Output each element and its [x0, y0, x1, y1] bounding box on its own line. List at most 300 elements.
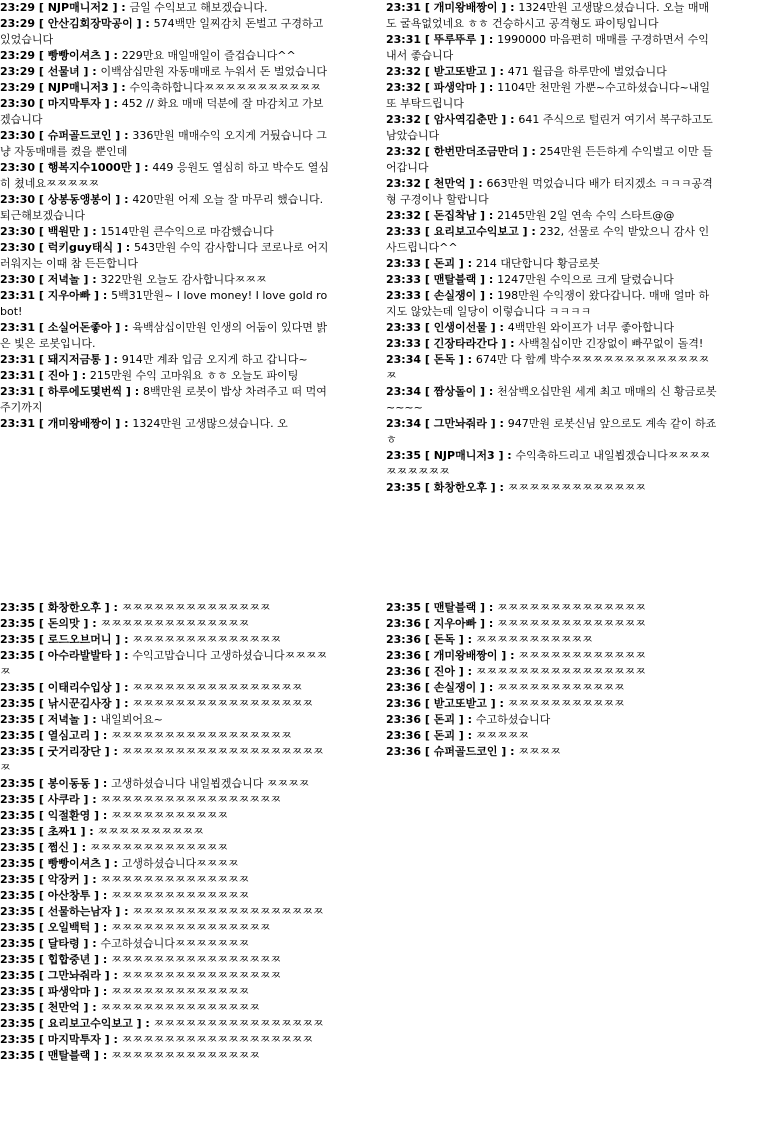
chat-message: [0, 1032, 332, 1048]
message-time: 23:33: [386, 257, 422, 270]
chat-message: [0, 352, 332, 368]
message-username: 로드오브머니: [47, 633, 112, 646]
username-close-bracket: ] :: [111, 633, 133, 646]
username-open-bracket: [: [35, 1, 48, 14]
message-text: 674만 다 함께 박수ㅉㅉㅉㅉㅉㅉㅉㅉㅉㅉㅉㅉㅉㅉ: [386, 353, 710, 382]
message-time: 23:35: [0, 1017, 36, 1030]
username-close-bracket: ] :: [79, 65, 101, 78]
username-open-bracket: [: [421, 1, 434, 14]
chat-message: [0, 48, 332, 64]
username-close-bracket: ] :: [90, 889, 112, 902]
chat-message: [0, 1000, 332, 1016]
message-text: ㅉㅉㅉㅉㅉㅉㅉㅉㅉㅉㅉㅉㅉㅉ: [132, 633, 282, 646]
username-open-bracket: [: [35, 633, 48, 646]
message-text: 이백삼십만원 자동매매로 누워서 돈 벌었습니다: [100, 65, 328, 78]
message-text: ㅉㅉㅉㅉㅉㅉㅉㅉㅉㅉㅉㅉㅉㅉㅉㅉㅉ: [132, 697, 314, 710]
username-open-bracket: [: [35, 953, 48, 966]
chat-message: [0, 712, 332, 728]
message-time: 23:32: [386, 145, 422, 158]
chat-message: [0, 696, 332, 712]
message-username: 아산창투: [47, 889, 91, 902]
message-text: 232, 선물로 수익 받았으니 감사 인사드립니다^^: [386, 225, 710, 254]
message-time: 23:30: [0, 273, 36, 286]
message-text: 8백만원 로봇이 밥상 차려주고 떠 먹여 주기까지: [0, 385, 327, 414]
username-close-bracket: ] :: [122, 385, 144, 398]
message-username: 마지막투자: [47, 1033, 101, 1046]
message-username: 요리보고수익보고: [433, 225, 519, 238]
message-text: 2145만원 2일 연속 수익 스타트@@: [497, 209, 675, 222]
message-time: 23:32: [386, 113, 422, 126]
message-username: 파생악마: [433, 81, 477, 94]
message-username: 안산김회장막공이: [47, 17, 133, 30]
username-open-bracket: [: [35, 273, 48, 286]
message-time: 23:35: [0, 649, 36, 662]
message-time: 23:35: [0, 793, 36, 806]
message-text: 내일뵈어요~: [100, 713, 163, 726]
chat-message: [0, 776, 332, 792]
message-username: 오일백턱: [47, 921, 91, 934]
username-open-bracket: [: [421, 481, 434, 494]
username-close-bracket: ] :: [486, 481, 508, 494]
username-close-bracket: ] :: [476, 81, 498, 94]
username-close-bracket: ] :: [111, 321, 133, 334]
username-open-bracket: [: [421, 665, 434, 678]
message-text: 947만원 로봇신님 앞으로도 계속 같이 하죠ㅎ: [386, 417, 717, 446]
username-open-bracket: [: [35, 985, 48, 998]
message-text: ㅉㅉㅉㅉㅉㅉㅉㅉㅉㅉㅉㅉㅉ: [111, 889, 250, 902]
message-username: 저녁놀: [47, 713, 80, 726]
message-username: 요리보고수익보고: [47, 1017, 133, 1030]
username-close-bracket: ] :: [454, 713, 476, 726]
chat-message: [386, 600, 718, 616]
message-time: 23:32: [386, 209, 422, 222]
username-open-bracket: [: [421, 257, 434, 270]
username-open-bracket: [: [421, 745, 434, 758]
message-username: 하루에도몇번씩: [47, 385, 123, 398]
username-close-bracket: ] :: [79, 713, 101, 726]
username-close-bracket: ] :: [111, 193, 133, 206]
message-time: 23:33: [386, 289, 422, 302]
message-text: ㅉㅉㅉㅉㅉㅉㅉㅉㅉㅉㅉ: [111, 809, 229, 822]
message-username: 맨탈블랙: [47, 1049, 91, 1062]
chat-message: [386, 288, 718, 320]
message-username: 럭키guy태식: [47, 241, 114, 254]
username-close-bracket: ] :: [90, 953, 112, 966]
chat-message: [0, 968, 332, 984]
username-open-bracket: [: [35, 841, 48, 854]
username-close-bracket: ] :: [476, 617, 498, 630]
message-username: 힙합중년: [47, 953, 91, 966]
message-text: 5백31만원~ I love money! I love gold robot!: [0, 289, 328, 318]
username-close-bracket: ] :: [108, 81, 130, 94]
message-username: 백원만: [47, 225, 80, 238]
username-open-bracket: [: [421, 177, 434, 190]
username-close-bracket: ] :: [486, 417, 508, 430]
username-close-bracket: ] :: [79, 1001, 101, 1014]
username-close-bracket: ] :: [486, 697, 508, 710]
message-username: 상봉동앵봉이: [47, 193, 112, 206]
message-username: 암사역김춘만: [433, 113, 498, 126]
username-open-bracket: [: [35, 353, 48, 366]
username-close-bracket: ] :: [90, 777, 112, 790]
username-open-bracket: [: [421, 209, 434, 222]
username-open-bracket: [: [35, 129, 48, 142]
message-text: ㅉㅉㅉㅉㅉㅉㅉㅉㅉㅉㅉㅉㅉㅉㅉㅉ: [132, 681, 303, 694]
chat-message: [386, 696, 718, 712]
chat-message: [386, 336, 718, 352]
message-text: ㅉㅉㅉㅉㅉㅉㅉㅉㅉㅉㅉㅉㅉ: [507, 481, 646, 494]
username-close-bracket: ] :: [132, 1017, 154, 1030]
message-text: 574백만 일찌감치 돈벌고 구경하고 있었습니다: [0, 17, 324, 46]
message-text: ㅉㅉㅉㅉㅉㅉㅉㅉㅉㅉㅉㅉㅉㅉ: [100, 617, 250, 630]
message-username: 받고또받고: [433, 65, 487, 78]
message-text: ㅉㅉㅉㅉㅉㅉㅉㅉㅉㅉㅉㅉㅉㅉ: [100, 873, 250, 886]
username-open-bracket: [: [421, 225, 434, 238]
message-username: 천만억: [433, 177, 466, 190]
message-text: ㅉㅉㅉㅉㅉㅉㅉㅉㅉㅉㅉㅉㅉㅉ: [497, 601, 646, 614]
username-open-bracket: [: [35, 937, 48, 950]
username-open-bracket: [: [421, 113, 434, 126]
username-close-bracket: ] :: [111, 129, 133, 142]
username-open-bracket: [: [421, 337, 434, 350]
message-username: 손실쟁이: [433, 681, 477, 694]
message-time: 23:35: [0, 1001, 36, 1014]
message-username: 아수라발발타: [47, 649, 112, 662]
username-close-bracket: ] :: [79, 793, 101, 806]
message-username: 낚시꾼김사장: [47, 697, 112, 710]
message-time: 23:30: [0, 225, 36, 238]
message-time: 23:36: [386, 633, 422, 646]
username-close-bracket: ] :: [100, 353, 122, 366]
chat-message: [0, 240, 332, 272]
message-time: 23:32: [386, 177, 422, 190]
message-text: 수익축하합니다ㅉㅉㅉㅉㅉㅉㅉㅉㅉㅉㅉ: [129, 81, 321, 94]
username-open-bracket: [: [35, 81, 48, 94]
username-open-bracket: [: [421, 713, 434, 726]
username-open-bracket: [: [35, 729, 48, 742]
message-text: ㅉㅉㅉㅉㅉㅉㅉㅉㅉㅉㅉ: [475, 633, 593, 646]
username-close-bracket: ] :: [90, 1049, 112, 1062]
message-text: 고생하셨습니다 내일뵙겠습니다 ㅉㅉㅉㅉ: [111, 777, 310, 790]
username-open-bracket: [: [35, 1033, 48, 1046]
username-close-bracket: ] :: [486, 321, 508, 334]
message-username: 행복지수1000만: [47, 161, 132, 174]
username-close-bracket: ] :: [90, 289, 112, 302]
message-text: 천삼백오십만원 세계 최고 매매의 신 황금로봇~~~~: [386, 385, 717, 414]
message-time: 23:35: [0, 809, 36, 822]
chat-message: [0, 1048, 332, 1064]
chat-message: [386, 480, 718, 496]
message-time: 23:35: [386, 449, 422, 462]
username-open-bracket: [: [421, 33, 434, 46]
message-time: 23:35: [0, 969, 36, 982]
message-username: 지우아빠: [47, 289, 91, 302]
username-close-bracket: ] :: [100, 97, 122, 110]
message-username: 진아: [433, 665, 455, 678]
chat-panel-bottom-left: [0, 600, 332, 1136]
message-time: 23:35: [0, 681, 36, 694]
chat-message: [0, 288, 332, 320]
message-username: 진아: [47, 369, 69, 382]
message-username: 소실어돈좋아: [47, 321, 112, 334]
username-open-bracket: [: [35, 809, 48, 822]
message-time: 23:31: [0, 321, 36, 334]
chat-message: [386, 320, 718, 336]
message-time: 23:29: [0, 17, 36, 30]
chat-message: [0, 952, 332, 968]
message-text: 고생하셨습니다ㅉㅉㅉㅉ: [121, 857, 239, 870]
message-time: 23:30: [0, 193, 36, 206]
username-open-bracket: [: [35, 601, 48, 614]
message-username: 악장커: [47, 873, 80, 886]
message-time: 23:36: [386, 729, 422, 742]
message-time: 23:33: [386, 321, 422, 334]
message-time: 23:35: [386, 601, 422, 614]
message-text: ㅉㅉㅉㅉㅉㅉㅉㅉㅉㅉㅉㅉㅉㅉ: [121, 601, 271, 614]
username-close-bracket: ] :: [518, 225, 540, 238]
username-open-bracket: [: [35, 193, 48, 206]
username-close-bracket: ] :: [108, 1, 130, 14]
message-username: 선물녀: [47, 65, 80, 78]
chat-message: [386, 256, 718, 272]
username-close-bracket: ] :: [454, 257, 476, 270]
username-open-bracket: [: [35, 17, 48, 30]
username-close-bracket: ] :: [131, 161, 153, 174]
username-open-bracket: [: [421, 601, 434, 614]
message-username: 파생악마: [47, 985, 91, 998]
chat-message: [386, 352, 718, 384]
chat-message: [0, 368, 332, 384]
message-username: 화창한오후: [433, 481, 487, 494]
username-open-bracket: [: [421, 289, 434, 302]
username-open-bracket: [: [421, 633, 434, 646]
message-text: ㅉㅉㅉㅉㅉㅉㅉㅉㅉㅉㅉㅉㅉㅉㅉㅉㅉㅉㅉㅉ: [0, 745, 324, 774]
username-open-bracket: [: [35, 49, 48, 62]
username-open-bracket: [: [421, 681, 434, 694]
chat-message: [386, 616, 718, 632]
message-time: 23:33: [386, 337, 422, 350]
username-open-bracket: [: [421, 273, 434, 286]
username-open-bracket: [: [35, 681, 48, 694]
username-open-bracket: [: [35, 97, 48, 110]
username-close-bracket: ] :: [76, 825, 98, 838]
username-open-bracket: [: [35, 385, 48, 398]
username-open-bracket: [: [35, 921, 48, 934]
message-time: 23:29: [0, 65, 36, 78]
username-open-bracket: [: [35, 713, 48, 726]
message-time: 23:33: [386, 225, 422, 238]
username-open-bracket: [: [421, 697, 434, 710]
message-username: 짬상돌이: [433, 385, 477, 398]
username-close-bracket: ] :: [100, 857, 122, 870]
message-text: 215만원 수익 고마워요 ㅎㅎ 오늘도 파이팅: [89, 369, 299, 382]
message-time: 23:35: [0, 729, 36, 742]
message-time: 23:34: [386, 353, 422, 366]
message-text: 금일 수익보고 해보겠습니다.: [129, 1, 268, 14]
message-time: 23:31: [0, 385, 36, 398]
message-text: ㅉㅉㅉㅉ: [518, 745, 561, 758]
chat-message: [0, 272, 332, 288]
message-username: 익절환영: [47, 809, 91, 822]
chat-message: [0, 1016, 332, 1032]
message-time: 23:31: [386, 33, 422, 46]
chat-message: [0, 192, 332, 224]
message-text: 214 대단합니다 황금로봇: [475, 257, 600, 270]
message-text: 수고하셨습니다: [475, 713, 551, 726]
chat-message: [386, 32, 718, 64]
chat-message: [0, 648, 332, 680]
chat-message: [386, 712, 718, 728]
chat-message: [0, 416, 332, 432]
message-time: 23:29: [0, 81, 36, 94]
username-close-bracket: ] :: [497, 337, 519, 350]
chat-panel-top-left: [0, 0, 332, 522]
username-close-bracket: ] :: [476, 273, 498, 286]
message-time: 23:35: [0, 937, 36, 950]
message-text: ㅉㅉㅉㅉㅉㅉㅉㅉㅉㅉㅉㅉㅉ: [111, 985, 250, 998]
username-open-bracket: [: [35, 65, 48, 78]
message-username: 저녁놀: [47, 273, 80, 286]
message-text: 198만원 수익쟁이 왔다갑니다. 매매 얼마 하지도 않았는데 일당이 이렇습니다 ㅋㅋㅋㅋ: [386, 289, 710, 318]
username-close-bracket: ] :: [100, 969, 122, 982]
message-username: 굿거리장단: [47, 745, 101, 758]
message-text: 322만원 오늘도 감사합니다ㅉㅉㅉ: [100, 273, 267, 286]
username-close-bracket: ] :: [476, 681, 498, 694]
message-time: 23:35: [0, 633, 36, 646]
message-time: 23:35: [0, 953, 36, 966]
chat-message: [0, 888, 332, 904]
username-close-bracket: ] :: [79, 273, 101, 286]
username-open-bracket: [: [35, 777, 48, 790]
username-open-bracket: [: [35, 1001, 48, 1014]
message-time: 23:35: [0, 857, 36, 870]
username-open-bracket: [: [421, 417, 434, 430]
message-username: 빵빵이셔츠: [47, 49, 101, 62]
message-username: 천만억: [47, 1001, 80, 1014]
message-time: 23:34: [386, 417, 422, 430]
message-username: 돈괴: [433, 713, 455, 726]
username-close-bracket: ] :: [90, 921, 112, 934]
username-open-bracket: [: [35, 369, 48, 382]
username-open-bracket: [: [421, 449, 434, 462]
chat-message: [0, 0, 332, 16]
message-time: 23:31: [0, 369, 36, 382]
chat-message: [386, 680, 718, 696]
username-open-bracket: [: [35, 969, 48, 982]
chat-message: [386, 80, 718, 112]
chat-panel-top-right: [386, 0, 718, 522]
username-close-bracket: ] :: [497, 649, 519, 662]
message-time: 23:36: [386, 681, 422, 694]
message-time: 23:35: [0, 1033, 36, 1046]
username-close-bracket: ] :: [100, 601, 122, 614]
message-time: 23:36: [386, 617, 422, 630]
message-username: 한번만더조금만더: [433, 145, 519, 158]
message-text: 229만요 매일매일이 즐겁습니다^^: [121, 49, 296, 62]
message-text: 1247만원 수익으로 크게 달렸습니다: [497, 273, 674, 286]
chat-panel-bottom-right: [386, 600, 718, 800]
username-close-bracket: ] :: [79, 873, 101, 886]
chat-message: [0, 320, 332, 352]
message-time: 23:29: [0, 49, 36, 62]
username-open-bracket: [: [421, 649, 434, 662]
message-time: 23:30: [0, 129, 36, 142]
username-close-bracket: ] :: [111, 697, 133, 710]
message-time: 23:35: [0, 921, 36, 934]
message-time: 23:30: [0, 97, 36, 110]
username-close-bracket: ] :: [90, 809, 112, 822]
message-username: 돈집착남: [433, 209, 477, 222]
message-time: 23:35: [0, 841, 36, 854]
username-open-bracket: [: [35, 417, 48, 430]
chat-message: [386, 64, 718, 80]
message-time: 23:35: [0, 713, 36, 726]
username-open-bracket: [: [35, 617, 48, 630]
username-close-bracket: ] :: [111, 681, 133, 694]
message-username: 개미왕배짱이: [433, 1, 498, 14]
chat-message: [386, 744, 718, 760]
message-username: 맨탈블랙: [433, 601, 477, 614]
chat-message: [386, 272, 718, 288]
username-open-bracket: [: [421, 385, 434, 398]
username-close-bracket: ] :: [68, 841, 90, 854]
message-username: 달타령: [47, 937, 80, 950]
username-close-bracket: ] :: [100, 745, 122, 758]
username-open-bracket: [: [35, 225, 48, 238]
username-close-bracket: ] :: [68, 369, 90, 382]
message-username: 개미왕배짱이: [433, 649, 498, 662]
chat-message: [0, 984, 332, 1000]
message-text: 수고하셨습니다ㅉㅉㅉㅉㅉㅉㅉ: [100, 937, 250, 950]
message-time: 23:30: [0, 241, 36, 254]
message-username: 마지막투자: [47, 97, 101, 110]
chat-message: [0, 856, 332, 872]
message-time: 23:36: [386, 713, 422, 726]
chat-message: [386, 176, 718, 208]
username-open-bracket: [: [421, 729, 434, 742]
message-username: 긴장타라간다: [433, 337, 498, 350]
message-time: 23:36: [386, 665, 422, 678]
message-username: 사쿠라: [47, 793, 80, 806]
message-text: 1104만 천만원 가뿐~수고하셨습니다~내일 또 부탁드립니다: [386, 81, 710, 110]
message-username: 인생이선물: [433, 321, 487, 334]
chat-message: [386, 664, 718, 680]
message-text: 449 응원도 열심히 하고 박수도 열심히 쳤네요ㅉㅉㅉㅉㅉ: [0, 161, 329, 190]
username-open-bracket: [: [421, 145, 434, 158]
username-open-bracket: [: [35, 1017, 48, 1030]
chat-message: [0, 96, 332, 128]
message-username: 슈퍼골드코인: [47, 129, 112, 142]
username-open-bracket: [: [421, 321, 434, 334]
username-open-bracket: [: [35, 1049, 48, 1062]
message-username: 그만놔줘라: [433, 417, 487, 430]
username-close-bracket: ] :: [100, 49, 122, 62]
username-open-bracket: [: [35, 697, 48, 710]
message-text: 254만원 든든하게 수익벌고 이만 들어갑니다: [386, 145, 713, 174]
message-text: 471 월급을 하루만에 벌었습니다: [507, 65, 667, 78]
username-open-bracket: [: [35, 161, 48, 174]
username-open-bracket: [: [35, 889, 48, 902]
chat-message: [0, 616, 332, 632]
message-text: 663만원 먹었습니다 배가 터지겠소 ㅋㅋㅋ공격형 구경이나 할랍니다: [386, 177, 713, 206]
chat-message: [386, 648, 718, 664]
message-text: 수익축하드리고 내일뵙겠습니다ㅉㅉㅉㅉㅉㅉㅉㅉㅉㅉ: [386, 449, 711, 478]
message-text: ㅉㅉㅉㅉㅉㅉㅉㅉㅉㅉ: [97, 825, 204, 838]
message-time: 23:30: [0, 161, 36, 174]
message-text: ㅉㅉㅉㅉㅉㅉㅉㅉㅉㅉㅉㅉㅉㅉㅉㅉㅉㅉ: [132, 905, 324, 918]
message-username: 초짜1: [47, 825, 77, 838]
message-time: 23:36: [386, 649, 422, 662]
